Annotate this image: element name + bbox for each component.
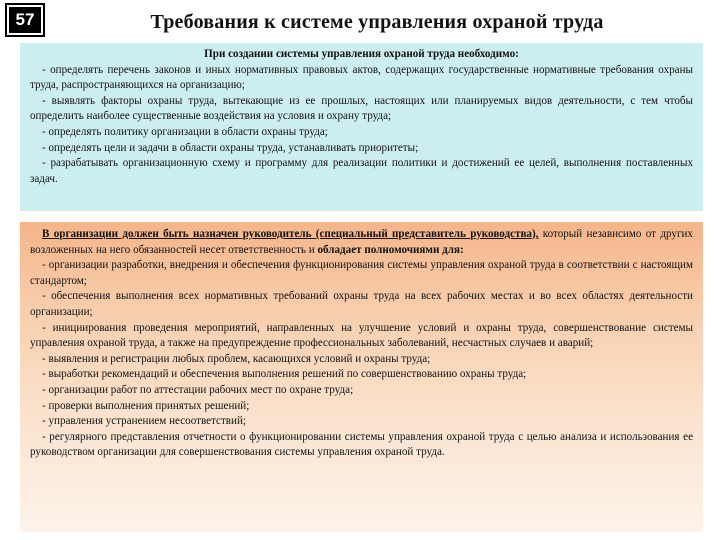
section2-intro	[30, 227, 693, 258]
section2-item: - обеспечения выполнения всех нормативных требований охраны труда на всех рабочих местах и во всех областях деятельности организации;	[30, 290, 693, 318]
page-title: Требования к системе управления охраной труда	[150, 11, 604, 33]
section2-item: - выявления и регистрации любых проблем, касающихся условий и охраны труда;	[42, 352, 431, 365]
section2-intro-underlined: В организации должен быть назначен руководитель (специальный представитель руководства),	[42, 228, 539, 240]
section2-intro-plain: который независимо от других возложенных на него обязанностей несет ответственность и	[30, 228, 693, 256]
section2-item: - инициирования проведения мероприятий, направленных на улучшение условий и охраны труда, совершенствование системы управления охраной труда, а также на предупреждение профессиональных заболеваний, несчастных случаев и аварий;	[30, 321, 693, 350]
section1-item: - выявлять факторы охраны труда, вытекающие из ее прошлых, настоящих или планируемых видов деятельности, с тем чтобы определить наиболее существенные воздействия на условия и охрану труда;	[30, 94, 693, 123]
section2-item: - регулярного представления отчетности о функционировании системы управления охраной труда с целью анализа и использования ее руководством организации для совершенствования системы управления охраной труда.	[30, 430, 693, 459]
section2-intro-bold: обладает полномочиями для:	[317, 243, 464, 256]
section2-item: - организации разработки, внедрения и обеспечения функционирования системы управления охраной труда в соответствии с настоящим стандартом;	[30, 259, 693, 287]
section1-item: - определять цели и задачи в области охраны труда, устанавливать приоритеты;	[42, 141, 419, 154]
section1-item: - разрабатывать организационную схему и программу для реализации политики и достижений ее целей, выполнения поставленных задач.	[30, 157, 693, 185]
section2-item: - организации работ по аттестации рабочих мест по охране труда;	[42, 383, 354, 396]
section1-item: - определять политику организации в области охраны труда;	[42, 125, 328, 138]
section1-item: - определять перечень законов и иных нормативных правовых актов, содержащих государственные нормативные требования охраны труда, распространяющихся на организацию;	[30, 63, 693, 92]
section2-item: - проверки выполнения принятых решений;	[42, 399, 250, 412]
section2-item: - управления устранением несоответствий;	[42, 415, 247, 428]
section1-heading: При создании системы управления охраной труда необходимо:	[204, 48, 519, 60]
section2-item: - выработки рекомендаций и обеспечения выполнения решений по совершенствованию охраны труда;	[42, 368, 527, 381]
slide-number-badge: 57	[7, 5, 43, 35]
requirements-panel	[20, 43, 703, 211]
responsibility-panel	[20, 222, 703, 532]
